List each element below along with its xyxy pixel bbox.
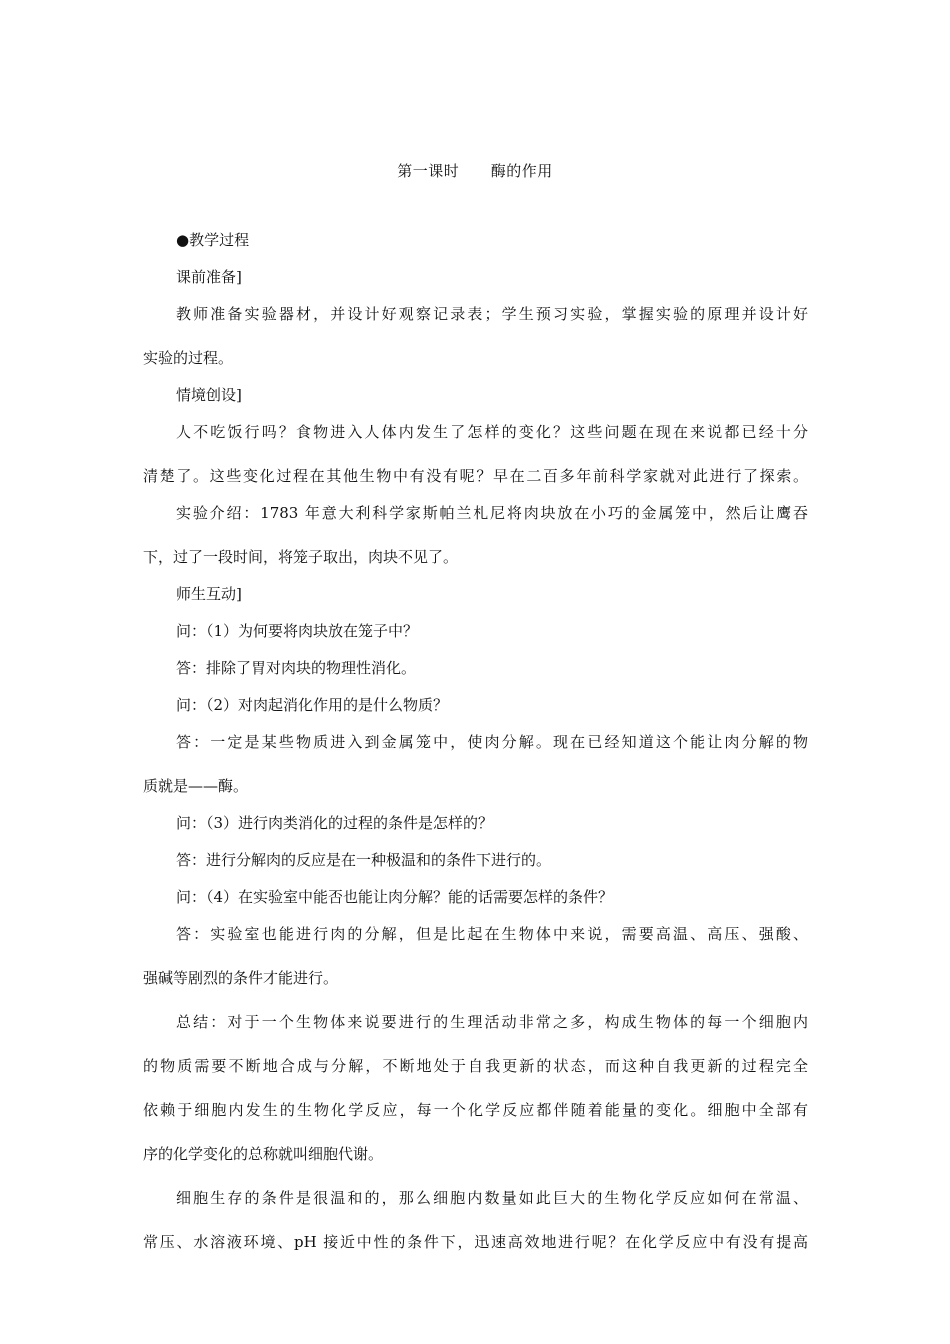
question-line: 问：（4）在实验室中能否也能让肉分解？能的话需要怎样的条件？ <box>176 888 614 906</box>
question-line: 问：（1）为何要将肉块放在笼子中？ <box>176 622 419 640</box>
paragraph-line: 清楚了。这些变化过程在其他生物中有没有呢？早在二百多年前科学家就对此进行了探索。 <box>143 467 808 485</box>
paragraph-line: 常压、水溶液环境、pH 接近中性的条件下，迅速高效地进行呢？在化学反应中有没有提高 <box>143 1233 808 1251</box>
paragraph-line: 细胞生存的条件是很温和的，那么细胞内数量如此巨大的生物化学反应如何在常温、 <box>176 1189 808 1207</box>
paragraph-line: 教师准备实验器材，并设计好观察记录表；学生预习实验，掌握实验的原理并设计好 <box>176 305 808 323</box>
summary-line: 依赖于细胞内发生的生物化学反应，每一个化学反应都伴随着能量的变化。细胞中全部有 <box>143 1101 808 1119</box>
answer-line: 答：一定是某些物质进入到金属笼中，使肉分解。现在已经知道这个能让肉分解的物 <box>176 733 808 751</box>
answer-line: 答：排除了胃对肉块的物理性消化。 <box>176 659 417 677</box>
answer-line: 强碱等剧烈的条件才能进行。 <box>143 969 339 987</box>
answer-line: 质就是——酶。 <box>143 777 249 795</box>
answer-line: 答：进行分解肉的反应是在一种极温和的条件下进行的。 <box>176 851 552 869</box>
subsection-label: 师生互动] <box>176 585 242 603</box>
paragraph-line: 实验的过程。 <box>143 349 234 367</box>
paragraph-line: 实验介绍：1783 年意大利科学家斯帕兰札尼将肉块放在小巧的金属笼中，然后让鹰吞 <box>176 504 808 522</box>
answer-line: 答：实验室也能进行肉的分解，但是比起在生物体中来说，需要高温、高压、强酸、 <box>176 925 808 943</box>
question-line: 问：（2）对肉起消化作用的是什么物质？ <box>176 696 449 714</box>
summary-line: 的物质需要不断地合成与分解，不断地处于自我更新的状态，而这种自我更新的过程完全 <box>143 1057 808 1075</box>
subsection-label: 课前准备] <box>176 268 242 286</box>
page-title: 第一课时 酶的作用 <box>397 162 553 180</box>
section-heading: ●教学过程 <box>176 231 250 249</box>
question-line: 问：（3）进行肉类消化的过程的条件是怎样的？ <box>176 814 494 832</box>
summary-line: 序的化学变化的总称就叫细胞代谢。 <box>143 1145 384 1163</box>
document-body <box>143 226 808 1272</box>
summary-line: 总结：对于一个生物体来说要进行的生理活动非常之多，构成生物体的每一个细胞内 <box>176 1013 808 1031</box>
paragraph-line: 下，过了一段时间，将笼子取出，肉块不见了。 <box>143 548 459 566</box>
subsection-label: 情境创设] <box>176 386 242 404</box>
paragraph-line: 人不吃饭行吗？食物进入人体内发生了怎样的变化？这些问题在现在来说都已经十分 <box>176 423 808 441</box>
